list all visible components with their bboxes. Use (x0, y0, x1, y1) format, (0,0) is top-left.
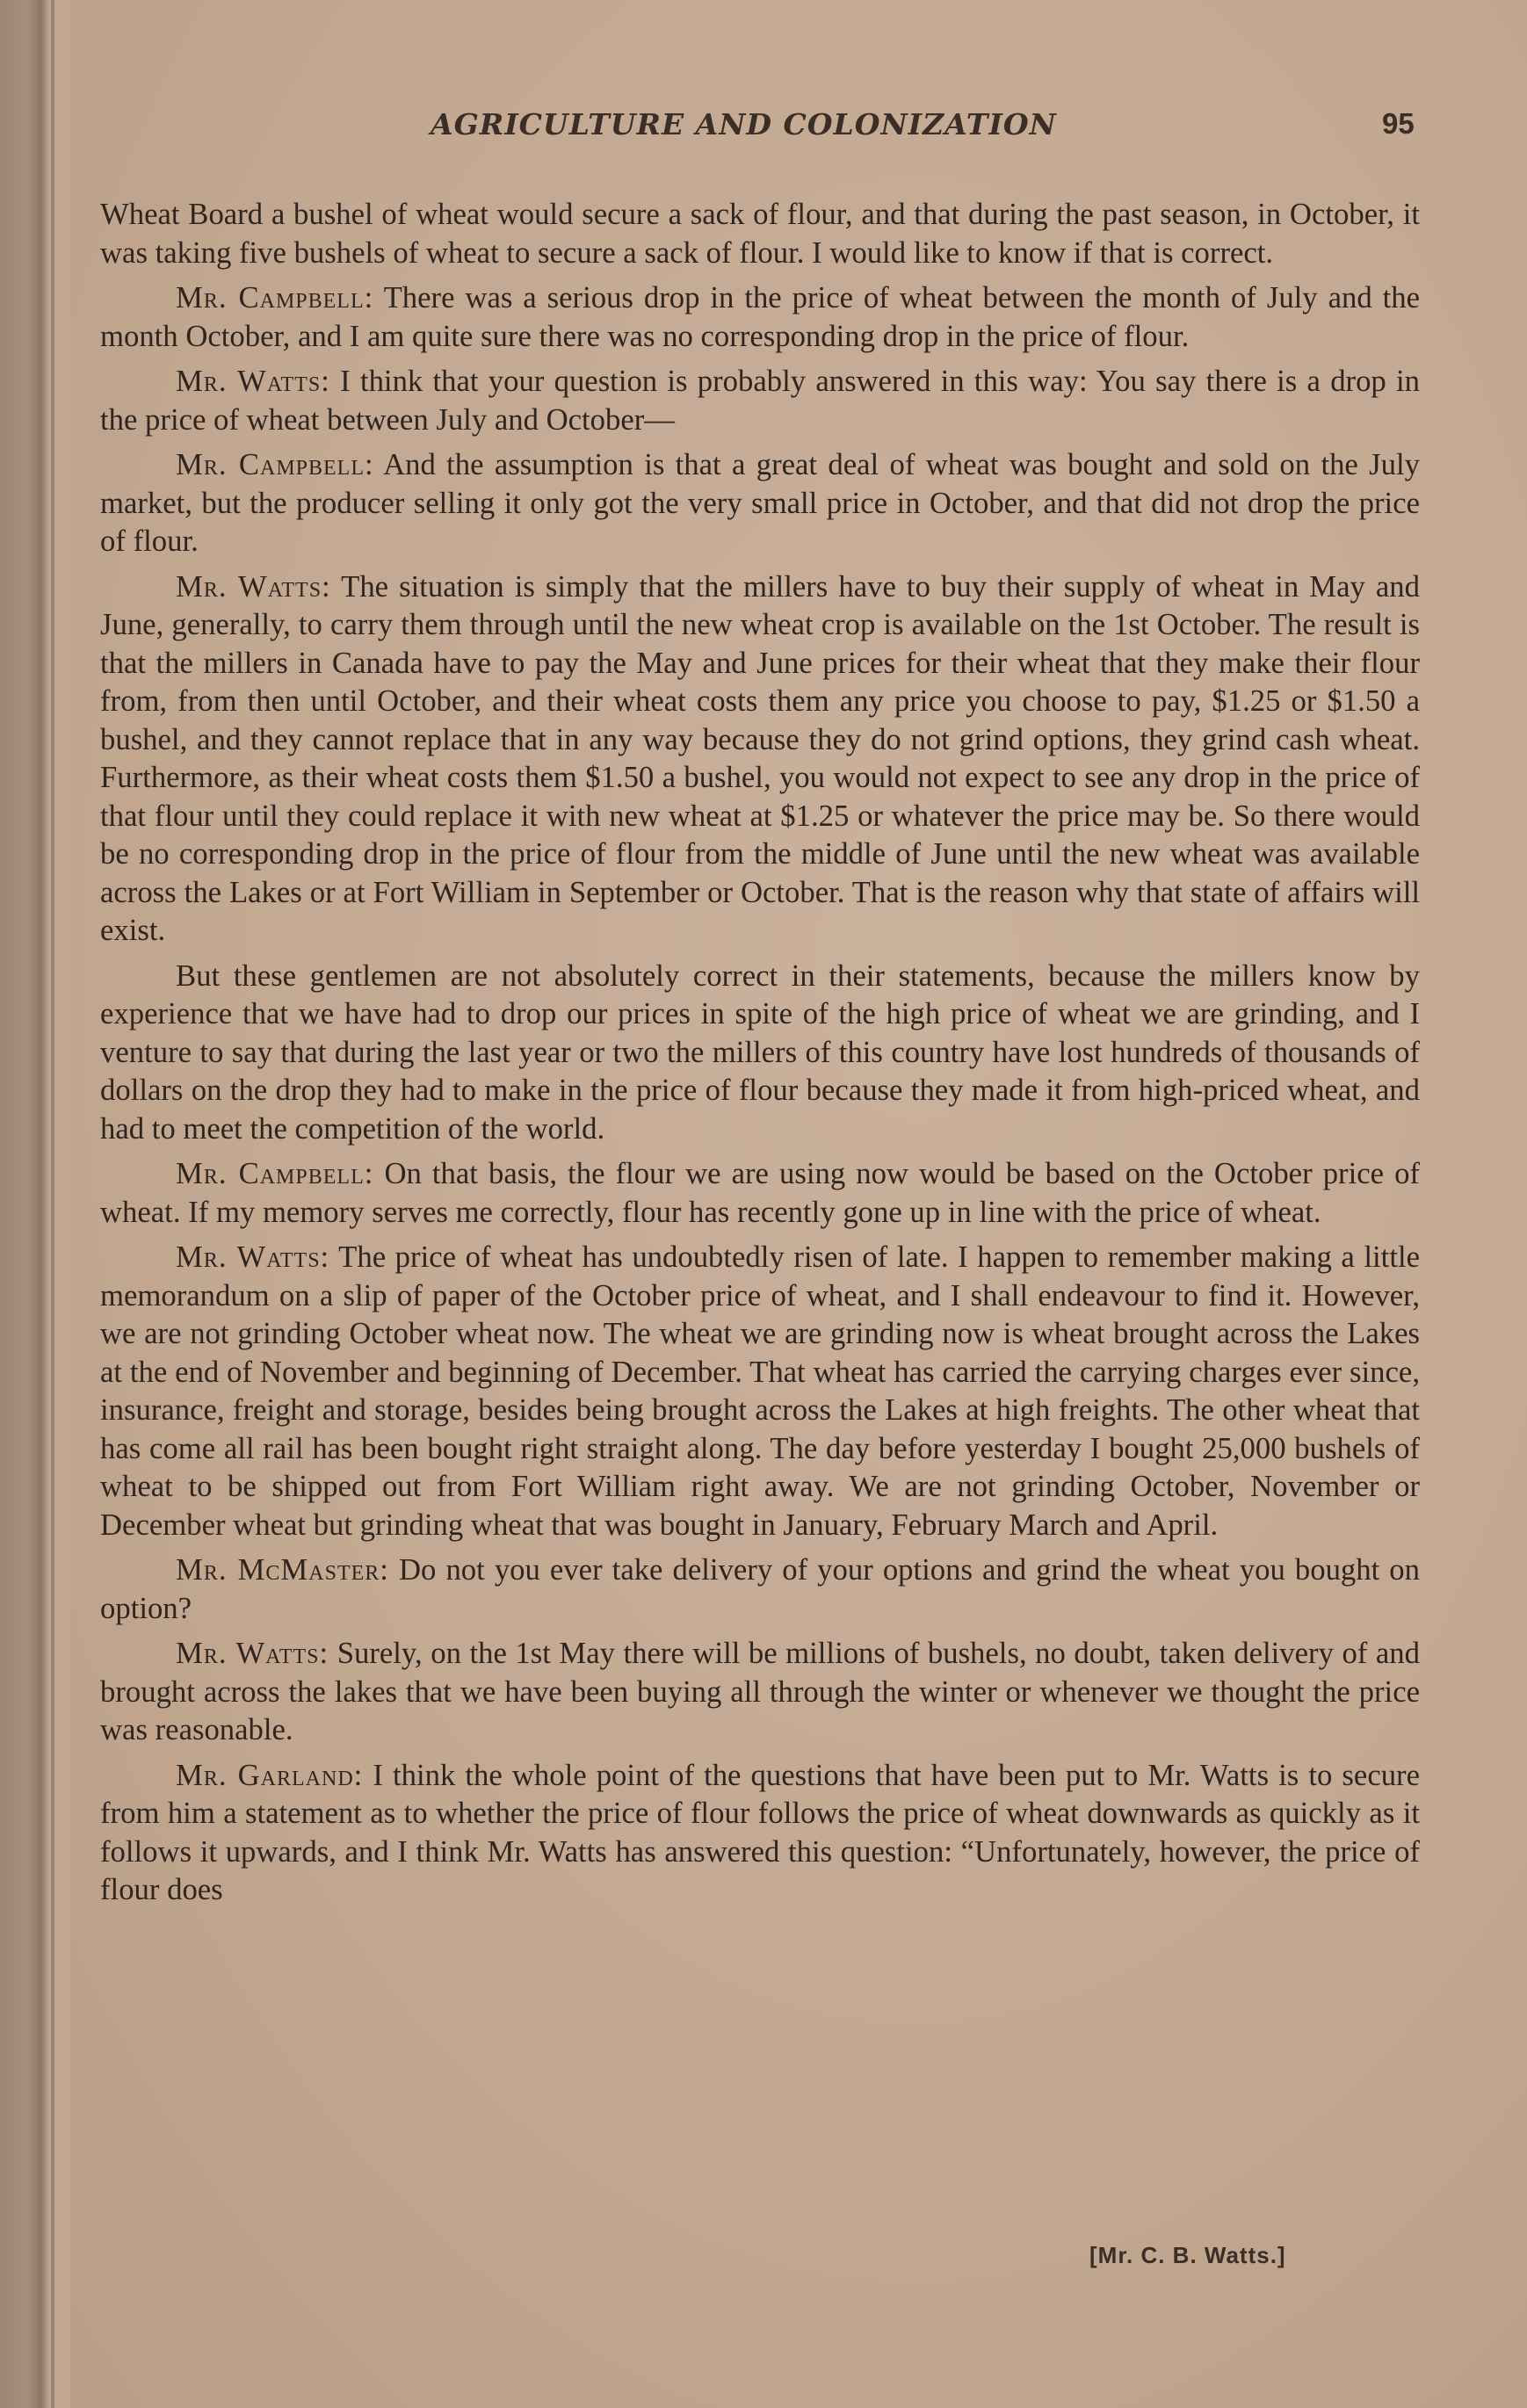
speaker-name: Mr. Campbell: (176, 447, 374, 481)
speaker-name: Mr. McMaster: (176, 1552, 389, 1587)
paragraph-text: The situation is simply that the millers have to buy their supply of wheat in May and June, generally, to carry them through until the new wheat crop is available on the 1st October. The result is that the millers in Canada have to pay the May and June prices for their wheat that they make their flour from, from then until October, and their wheat costs them any price you choose to pay, $1.25 or $1.50 a bushel, and they cannot replace that in any way because they do not grind options, they grind cash wheat. Furthermore, as their wheat costs them $1.50 a bushel, you would not expect to see any drop in the price of that flour until they could replace it with new wheat at $1.25 or whatever the price may be. So there would be no corresponding drop in the price of flour from the middle of June until the new wheat was available across the Lakes or at Fort William in September or October. That is the reason why that state of affairs will exist. (100, 568, 1420, 947)
paragraph (100, 568, 1420, 950)
paragraph-text: Do not you ever take delivery of your options and grind the wheat you bought on option? (100, 1552, 1420, 1625)
paragraph-text: There was a serious drop in the price of wheat between the month of July and the month October, and I am quite sure there was no corresponding drop in the price of flour. (100, 280, 1420, 353)
paragraph (100, 1551, 1420, 1627)
page-number: 95 (1382, 107, 1415, 140)
running-title: AGRICULTURE AND COLONIZATION (431, 107, 1057, 141)
paragraph (100, 1634, 1420, 1749)
page-gutter (0, 0, 70, 2408)
paragraph-text: The price of wheat has undoubtedly risen of late. I happen to remember making a little memorandum on a slip of paper of the October price of wheat, and I shall endeavour to find it. However, we are not grinding October wheat now. The wheat we are grinding now is wheat brought across the Lakes at the end of November and beginning of December. That wheat has carried the carrying charges ever since, insurance, freight and storage, besides being brought across the Lakes at high freights. The other wheat that has come all rail has been bought right straight along. The day before yesterday I bought 25,000 bushels of wheat to be shipped out from Fort William right away. We are not grinding October, November or December wheat but grinding wheat that was bought in January, February March and April. (100, 1240, 1420, 1542)
speaker-credit: [Mr. C. B. Watts.] (1089, 2242, 1286, 2268)
paragraph (100, 1238, 1420, 1544)
paragraph-text: Wheat Board a bushel of wheat would secure a sack of flour, and that during the past season, in October, it was taking five bushels of wheat to secure a sack of flour. I would like to know if that is correct. (100, 197, 1420, 270)
paragraph-text: Surely, on the 1st May there will be millions of bushels, no doubt, taken delivery of and brought across the lakes that we have been buying all through the winter or whenever we thought the price was reasonable. (100, 1636, 1420, 1746)
paragraph-text: I think the whole point of the questions that have been put to Mr. Watts is to secure from him a statement as to whether the price of flour follows the price of wheat downwards as quickly as it follows it upwards, and I think Mr. Watts has answered this question: “Unfortunately, however, the price of flour does (100, 1757, 1421, 1906)
body-text (100, 195, 1420, 1916)
speaker-name: Mr. Campbell: (176, 280, 374, 315)
paragraph-text: On that basis, the flour we are using now would be based on the October price of wheat. If my memory serves me correctly, flour has recently gone up in line with the price of wheat. (100, 1156, 1420, 1229)
speaker-name: Mr. Watts: (176, 1636, 329, 1670)
speaker-name: Mr. Campbell: (176, 1156, 374, 1190)
speaker-name: Mr. Watts: (176, 568, 331, 604)
paragraph-text: And the assumption is that a great deal of wheat was bought and sold on the July market, but the producer selling it only got the very small price in October, and that did not drop the price of flour. (100, 447, 1420, 558)
speaker-name: Mr. Watts: (176, 364, 330, 398)
speaker-name: Mr. Garland: (176, 1757, 364, 1792)
paragraph-text: I think that your question is probably answered in this way: You say there is a drop in the price of wheat between July and October— (100, 364, 1421, 437)
gutter-fold (51, 0, 54, 2408)
paragraph (100, 957, 1420, 1148)
paragraph (100, 1154, 1420, 1231)
paragraph (100, 195, 1420, 271)
paragraph (100, 278, 1420, 355)
speaker-name: Mr. Watts: (176, 1240, 330, 1274)
paragraph (100, 362, 1420, 438)
paragraph (100, 1756, 1420, 1909)
paragraph (100, 445, 1420, 560)
paragraph-text: But these gentlemen are not absolutely correct in their statements, because the millers know by experience that we have had to drop our prices in spite of the high price of wheat we are grinding, and I venture to say that during the last year or two the millers of this country have lost hundreds of thousands of dollars on the drop they had to make in the price of flour because they made it from high-priced wheat, and had to meet the competition of the world. (100, 958, 1420, 1146)
